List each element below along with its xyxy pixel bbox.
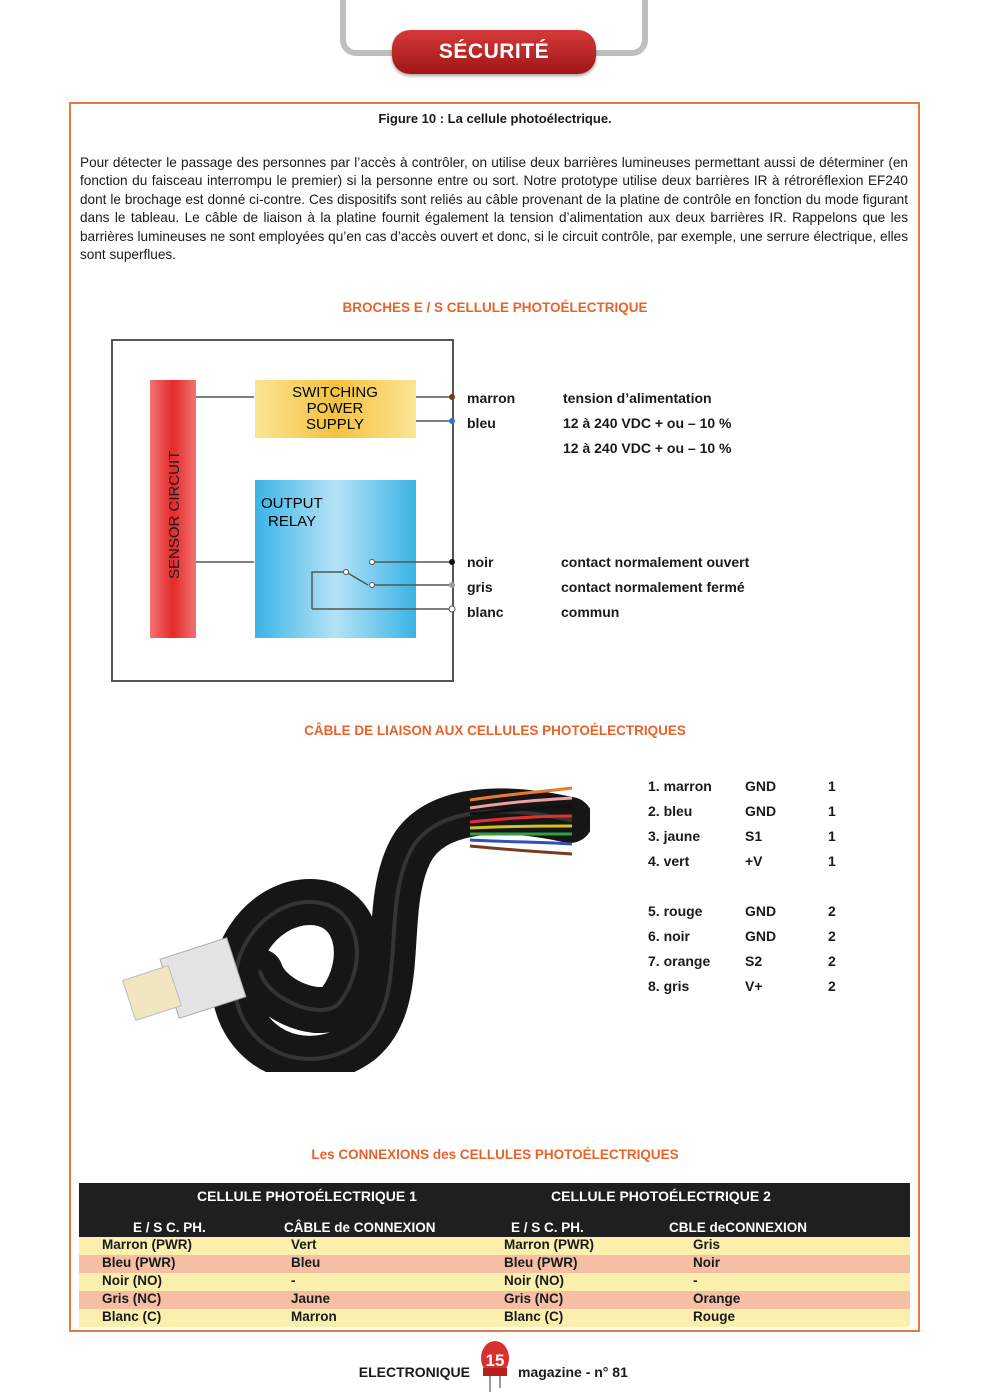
- cable-wire: 3. jaune: [648, 828, 701, 844]
- cable-illustration: [110, 772, 590, 1072]
- table-col-header: [79, 1220, 910, 1237]
- pin-gris: [449, 582, 455, 588]
- cable-title: CÂBLE DE LIAISON AUX CELLULES PHOTOÉLECTRIQUES: [304, 723, 686, 738]
- cable-wire: 2. bleu: [648, 803, 693, 819]
- cable-cell: 1: [828, 778, 836, 794]
- cable-wire: 7. orange: [648, 953, 711, 969]
- power-label-3: SUPPLY: [305, 416, 365, 433]
- pin-wire: blanc: [467, 604, 504, 620]
- cable-cell: 2: [828, 903, 836, 919]
- cable-cell: 2: [828, 978, 836, 994]
- power-label-2: POWER: [306, 400, 364, 417]
- pin-blanc: [449, 606, 455, 612]
- cable-cell: 2: [828, 928, 836, 944]
- pin-desc: 12 à 240 VDC + ou – 10 %: [563, 440, 732, 456]
- cable-wire: 1. marron: [648, 778, 712, 794]
- cable-cell: 1: [828, 853, 836, 869]
- page-number: 15: [485, 1351, 505, 1370]
- pin-wire: marron: [467, 390, 516, 406]
- cable-signal: S2: [745, 953, 763, 969]
- pinout-diagram: [106, 334, 466, 684]
- col-header: CBLE deCONNEXION: [669, 1220, 808, 1235]
- pin-desc: 12 à 240 VDC + ou – 10 %: [563, 415, 732, 431]
- pin-desc: tension d’alimentation: [563, 390, 712, 406]
- table-cell: -: [291, 1273, 296, 1288]
- figure-caption: Figure 10 : La cellule photoélectrique.: [378, 111, 612, 126]
- table-cell: -: [693, 1273, 698, 1288]
- connections-title: Les CONNEXIONS des CELLULES PHOTOÉLECTRIQUES: [311, 1147, 679, 1162]
- table-cell: Noir (NO): [102, 1273, 162, 1288]
- table-cell: Gris (NC): [504, 1291, 564, 1306]
- table-row: [79, 1255, 910, 1273]
- power-label-1: SWITCHING: [292, 384, 378, 401]
- table-cell: Bleu (PWR): [504, 1255, 578, 1270]
- pinout-title: BROCHES E / S CELLULE PHOTOÉLECTRIQUE: [342, 300, 648, 315]
- cable-wire: 6. noir: [648, 928, 691, 944]
- cable-cell: 2: [828, 953, 836, 969]
- cable-signal: GND: [745, 803, 777, 819]
- relay-label-1: OUTPUT: [261, 495, 323, 512]
- table-row: [79, 1273, 910, 1291]
- footer-magazine-name: ELECTRONIQUE: [358, 1364, 470, 1380]
- relay-label-2: RELAY: [268, 513, 317, 530]
- table-cell: Vert: [291, 1237, 317, 1252]
- table-cell: Blanc (C): [102, 1309, 162, 1324]
- cable-cell: 1: [828, 803, 836, 819]
- col-header: E / S C. PH.: [511, 1220, 584, 1235]
- cable-wire: 5. rouge: [648, 903, 703, 919]
- cable-signal: GND: [745, 928, 777, 944]
- table-row: [79, 1291, 910, 1309]
- cable-signal: +V: [745, 853, 763, 869]
- table-cell: Rouge: [693, 1309, 735, 1324]
- pin-bleu: [449, 418, 455, 424]
- table-cell: Bleu: [291, 1255, 321, 1270]
- page-number-badge: [478, 1340, 512, 1392]
- cable-cell: 1: [828, 828, 836, 844]
- pin-desc: commun: [561, 604, 620, 620]
- cable-signal: GND: [745, 778, 777, 794]
- pin-wire: bleu: [467, 415, 496, 431]
- table-group-header: [79, 1183, 910, 1220]
- cell1-header: CELLULE PHOTOÉLECTRIQUE 1: [197, 1188, 417, 1204]
- table-cell: Marron: [291, 1309, 337, 1324]
- pin-desc: contact normalement ouvert: [561, 554, 750, 570]
- intro-paragraph: Pour détecter le passage des personnes par l’accès à contrôler, on utilise deux barrières lumineuses permettant aussi de déterminer (en fonction du faisceau interrompu le premier) si la personne entre ou sort. Notre prototype utilise deux barrières IR à rétroréflexion EF240 dont le brochage est donné ci-contre. Ces dispositifs sont reliés au câble provenant de la platine de contrôle en fonction du mode figurant dans le tableau. Le câble de liaison à la platine fournit également la tension d’alimentation aux deux barrières IR. Rappelons que les barrières lumineuses ne sont employées qu’en cas d’accès ouvert et donc, si le circuit contrôle, par exemple, une serrure électrique, elles sont superflues.: [80, 155, 908, 263]
- cable-signal: V+: [745, 978, 763, 994]
- table-row: [79, 1237, 910, 1255]
- table-cell: Blanc (C): [504, 1309, 564, 1324]
- cable-signal: GND: [745, 903, 777, 919]
- sensor-label: SENSOR CIRCUIT: [166, 450, 183, 579]
- table-cell: Gris: [693, 1237, 721, 1252]
- table-cell: Jaune: [291, 1291, 331, 1306]
- pin-marron: [449, 394, 455, 400]
- table-row: [79, 1309, 910, 1327]
- col-header: E / S C. PH.: [133, 1220, 206, 1235]
- table-cell: Marron (PWR): [102, 1237, 192, 1252]
- table-cell: Noir: [693, 1255, 720, 1270]
- table-cell: Orange: [693, 1291, 741, 1306]
- cable-signal: S1: [745, 828, 763, 844]
- table-cell: Marron (PWR): [504, 1237, 594, 1252]
- cable-wire: 8. gris: [648, 978, 690, 994]
- table-cell: Noir (NO): [504, 1273, 564, 1288]
- table-cell: Gris (NC): [102, 1291, 162, 1306]
- pin-wire: noir: [467, 554, 494, 570]
- connections-table: [79, 1183, 910, 1327]
- table-cell: Bleu (PWR): [102, 1255, 176, 1270]
- col-header: CÂBLE de CONNEXION: [284, 1220, 436, 1235]
- section-title: SÉCURITÉ: [438, 40, 550, 63]
- pin-noir: [449, 559, 455, 565]
- pin-wire: gris: [467, 579, 493, 595]
- cell2-header: CELLULE PHOTOÉLECTRIQUE 2: [551, 1188, 771, 1204]
- footer-issue: magazine - n° 81: [518, 1364, 628, 1380]
- cable-wire: 4. vert: [648, 853, 690, 869]
- pin-desc: contact normalement fermé: [561, 579, 745, 595]
